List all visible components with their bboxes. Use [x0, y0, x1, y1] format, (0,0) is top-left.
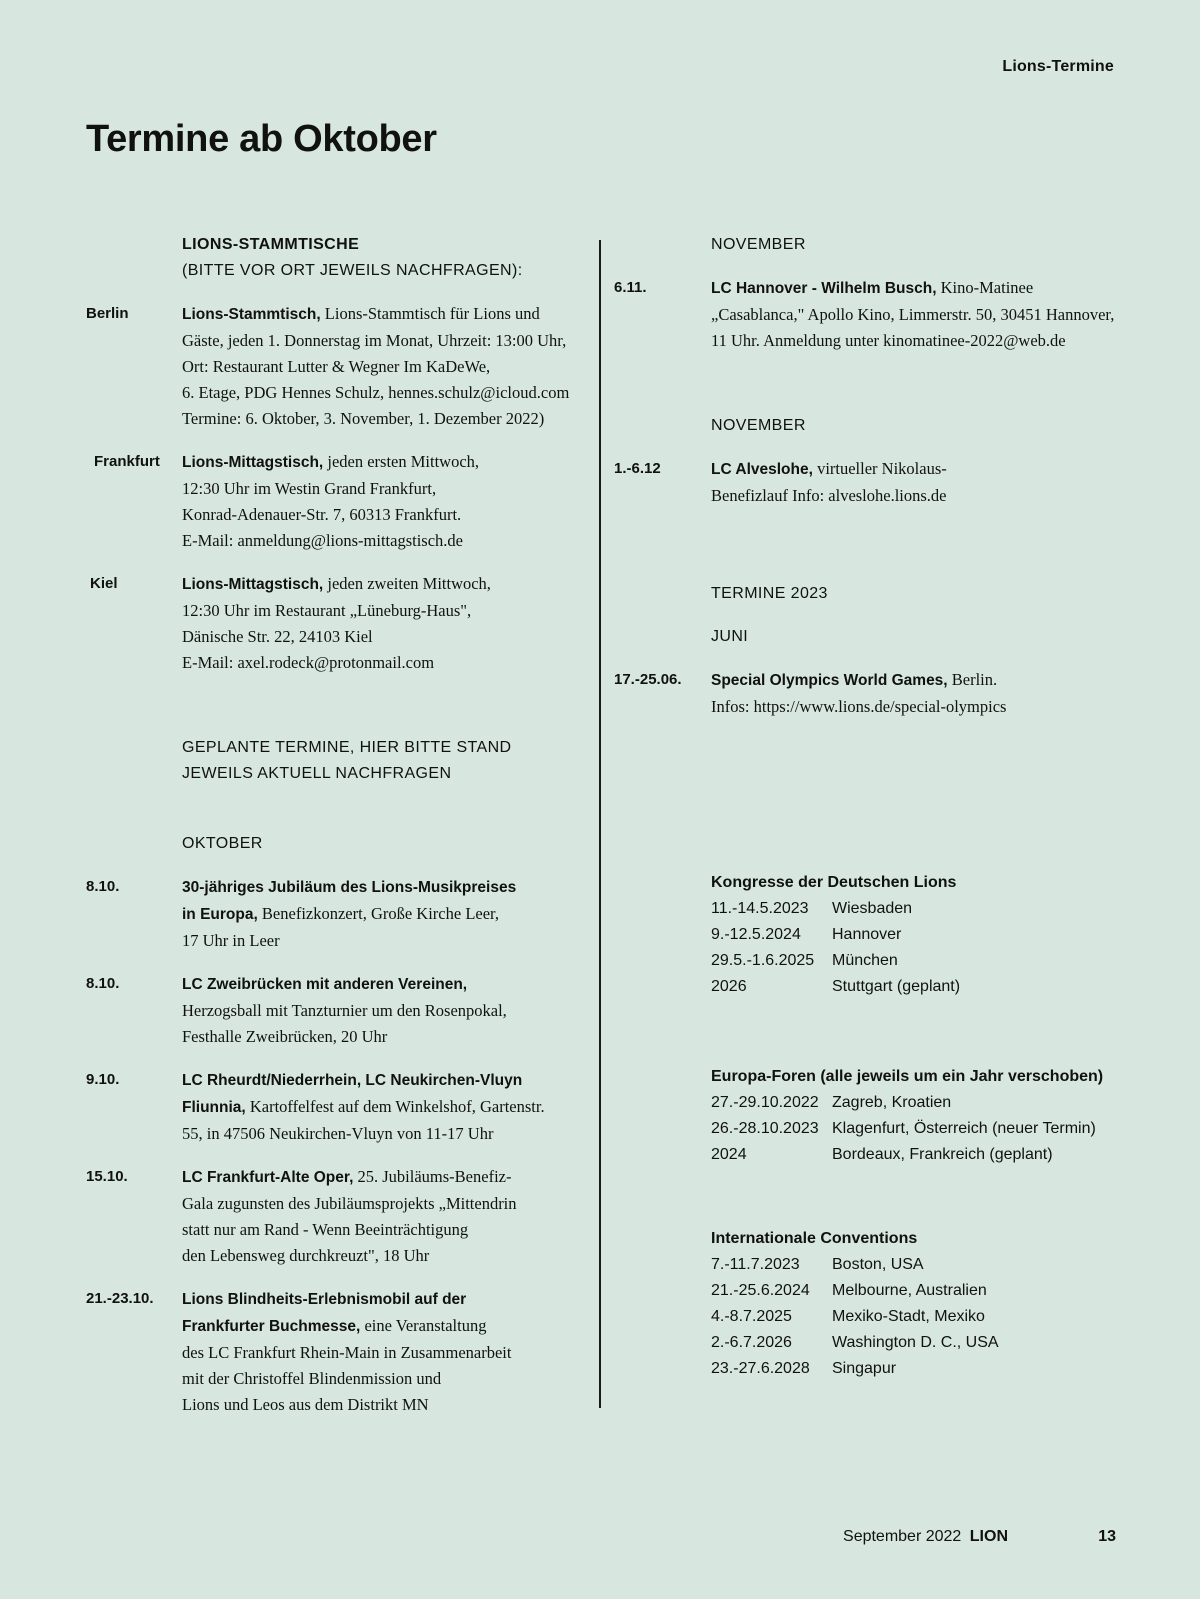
- stammtische-subheading: (BITTE VOR ORT JEWEILS NACHFRAGEN):: [182, 262, 523, 279]
- row-place: Stuttgart (geplant): [832, 978, 961, 995]
- convention-row: [711, 1356, 1134, 1382]
- event-title: LC Zweibrücken mit anderen Vereinen,: [182, 976, 468, 993]
- entry-line: E-Mail: anmeldung@lions-mittagstisch.de: [182, 531, 463, 550]
- event-entry: [86, 971, 586, 1050]
- event-line: mit der Christoffel Blindenmission und: [182, 1369, 442, 1388]
- row-date: 11.-14.5.2023: [711, 900, 809, 917]
- page-title: Termine ab Oktober: [86, 118, 437, 160]
- section-label: Lions-Termine: [1002, 58, 1114, 75]
- entry-bold: Lions-Mittagstisch,: [182, 576, 324, 593]
- row-date: 27.-29.10.2022: [711, 1094, 819, 1111]
- europa-foren-title: Europa-Foren (alle jeweils um ein Jahr verschoben): [711, 1068, 1104, 1085]
- entry-line: jeden ersten Mittwoch,: [327, 452, 480, 471]
- event-date: 17.-25.06.: [614, 671, 682, 688]
- entry-line: 12:30 Uhr im Restaurant „Lüneburg-Haus",: [182, 601, 472, 620]
- row-date: 21.-25.6.2024: [711, 1282, 810, 1299]
- geplant-heading-line1: GEPLANTE TERMINE, HIER BITTE STAND: [182, 739, 512, 756]
- juni-heading: JUNI: [711, 628, 749, 645]
- event-line: Infos: https://www.lions.de/special-olympics: [711, 697, 1007, 716]
- row-place: Zagreb, Kroatien: [832, 1094, 952, 1111]
- event-title: LC Frankfurt-Alte Oper,: [182, 1169, 354, 1186]
- entry-line: E-Mail: axel.rodeck@protonmail.com: [182, 653, 435, 672]
- event-title: LC Alveslohe,: [711, 461, 813, 478]
- row-date: 7.-11.7.2023: [711, 1256, 800, 1273]
- event-date: 1.-6.12: [614, 460, 661, 477]
- event-title: LC Rheurdt/Niederrhein, LC Neukirchen-Vluyn: [182, 1072, 523, 1089]
- row-date: 9.-12.5.2024: [711, 926, 801, 943]
- event-entry: [86, 1286, 586, 1418]
- event-line: 55, in 47506 Neukirchen-Vluyn von 11-17 Uhr: [182, 1124, 494, 1143]
- row-place: Washington D. C., USA: [832, 1334, 999, 1351]
- oktober-heading: OKTOBER: [182, 835, 263, 852]
- page-number: 13: [1098, 1528, 1116, 1545]
- event-title: LC Hannover - Wilhelm Busch,: [711, 280, 937, 297]
- event-line: des LC Frankfurt Rhein-Main in Zusammenarbeit: [182, 1343, 512, 1362]
- footer-issue: [843, 1528, 1008, 1546]
- row-place: Mexiko-Stadt, Mexiko: [832, 1308, 985, 1325]
- stammtische-heading: LIONS-STAMMTISCHE: [182, 236, 360, 253]
- row-date: 4.-8.7.2025: [711, 1308, 792, 1325]
- entry-bold: Lions-Mittagstisch,: [182, 454, 324, 471]
- event-line: Kartoffelfest auf dem Winkelshof, Gartenstr.: [249, 1097, 545, 1116]
- column-divider: [599, 240, 601, 1408]
- entry-bold: Lions-Stammtisch,: [182, 306, 321, 323]
- event-line: Kino-Matinee: [940, 278, 1034, 297]
- kongresse-block: [711, 870, 1134, 1000]
- termine-2023-heading: TERMINE 2023: [711, 585, 828, 602]
- row-place: Singapur: [832, 1360, 897, 1377]
- event-line: „Casablanca," Apollo Kino, Limmerstr. 50, 30451 Hannover,: [711, 305, 1115, 324]
- row-date: 2024: [711, 1146, 747, 1163]
- event-line: Gala zugunsten des Jubiläumsprojekts „Mittendrin: [182, 1194, 517, 1213]
- entry-frankfurt: [86, 449, 586, 554]
- row-date: 2026: [711, 978, 747, 995]
- kongresse-title: Kongresse der Deutschen Lions: [711, 874, 957, 891]
- event-line: Lions und Leos aus dem Distrikt MN: [182, 1395, 429, 1414]
- left-column: [86, 232, 586, 1418]
- row-date: 29.5.-1.6.2025: [711, 952, 815, 969]
- event-line: Benefizlauf Info: alveslohe.lions.de: [711, 486, 947, 505]
- event-line: 25. Jubiläums-Benefiz-: [357, 1167, 512, 1186]
- entry-line: Konrad-Adenauer-Str. 7, 60313 Frankfurt.: [182, 505, 462, 524]
- event-line: virtueller Nikolaus-: [817, 459, 947, 478]
- geplant-heading-line2: JEWEILS AKTUELL NACHFRAGEN: [182, 765, 452, 782]
- november-heading: NOVEMBER: [711, 417, 806, 434]
- event-line: 17 Uhr in Leer: [182, 931, 280, 950]
- conventions-title: Internationale Conventions: [711, 1230, 918, 1247]
- row-date: 2.-6.7.2026: [711, 1334, 792, 1351]
- kongress-row: [711, 974, 1134, 1000]
- event-date: 8.10.: [86, 975, 120, 992]
- entry-label: Frankfurt: [94, 453, 160, 470]
- event-entry: [86, 1164, 586, 1269]
- convention-row: [711, 1304, 1134, 1330]
- event-entry: [86, 874, 586, 954]
- row-place: Boston, USA: [832, 1256, 924, 1273]
- event-title: in Europa,: [182, 906, 258, 923]
- row-date: 23.-27.6.2028: [711, 1360, 810, 1377]
- event-entry: [86, 1067, 586, 1147]
- row-place: München: [832, 952, 898, 969]
- event-entry: [614, 667, 1134, 720]
- convention-row: [711, 1252, 1134, 1278]
- convention-row: [711, 1330, 1134, 1356]
- kongress-row: [711, 948, 1134, 974]
- issue-date: September 2022: [843, 1528, 962, 1545]
- entry-line: Ort: Restaurant Lutter & Wegner Im KaDeWe,: [182, 357, 491, 376]
- event-line: Festhalle Zweibrücken, 20 Uhr: [182, 1027, 388, 1046]
- event-date: 15.10.: [86, 1168, 128, 1185]
- magazine-name: LION: [969, 1528, 1008, 1545]
- kongress-row: [711, 922, 1134, 948]
- entry-line: 12:30 Uhr im Westin Grand Frankfurt,: [182, 479, 437, 498]
- event-line: Herzogsball mit Tanzturnier um den Rosenpokal,: [182, 1001, 507, 1020]
- europa-row: [711, 1116, 1134, 1142]
- event-line: den Lebensweg durchkreuzt", 18 Uhr: [182, 1246, 430, 1265]
- event-date: 8.10.: [86, 878, 120, 895]
- entry-line: Termine: 6. Oktober, 3. November, 1. Dezember 2022): [182, 409, 545, 428]
- entry-line: Dänische Str. 22, 24103 Kiel: [182, 627, 373, 646]
- event-line: Berlin.: [951, 670, 998, 689]
- right-column: [614, 232, 1134, 1382]
- conventions-block: [711, 1226, 1134, 1382]
- row-place: Wiesbaden: [832, 900, 913, 917]
- row-place: Bordeaux, Frankreich (geplant): [832, 1146, 1053, 1163]
- event-date: 21.-23.10.: [86, 1290, 154, 1307]
- november-heading: NOVEMBER: [711, 236, 806, 253]
- entry-berlin: [86, 301, 586, 432]
- entry-line: jeden zweiten Mittwoch,: [327, 574, 491, 593]
- event-line: 11 Uhr. Anmeldung unter kinomatinee-2022@web.de: [711, 331, 1066, 350]
- event-title: Lions Blindheits-Erlebnismobil auf der: [182, 1291, 467, 1308]
- entry-line: 6. Etage, PDG Hennes Schulz, hennes.schulz@icloud.com: [182, 383, 570, 402]
- europa-row: [711, 1090, 1134, 1116]
- kongress-row: [711, 896, 1134, 922]
- entry-label: Kiel: [90, 575, 118, 592]
- event-title: Special Olympics World Games,: [711, 672, 948, 689]
- row-date: 26.-28.10.2023: [711, 1120, 819, 1137]
- event-line: Benefizkonzert, Große Kirche Leer,: [261, 904, 500, 923]
- event-title: Fliunnia,: [182, 1099, 246, 1116]
- row-place: Hannover: [832, 926, 902, 943]
- event-entry: [614, 456, 1134, 509]
- event-date: 9.10.: [86, 1071, 120, 1088]
- row-place: Melbourne, Australien: [832, 1282, 987, 1299]
- entry-kiel: [86, 571, 586, 676]
- row-place: Klagenfurt, Österreich (neuer Termin): [832, 1120, 1096, 1137]
- event-entry: [614, 275, 1134, 354]
- event-title: Frankfurter Buchmesse,: [182, 1318, 361, 1335]
- entry-label: Berlin: [86, 305, 129, 322]
- convention-row: [711, 1278, 1134, 1304]
- event-line: eine Veranstaltung: [364, 1316, 487, 1335]
- event-date: 6.11.: [614, 279, 647, 296]
- event-line: statt nur am Rand - Wenn Beeinträchtigung: [182, 1220, 469, 1239]
- entry-line: Gäste, jeden 1. Donnerstag im Monat, Uhrzeit: 13:00 Uhr,: [182, 331, 567, 350]
- entry-line: Lions-Stammtisch für Lions und: [324, 304, 540, 323]
- event-title: 30-jähriges Jubiläum des Lions-Musikpreises: [182, 879, 517, 896]
- europa-foren-block: [711, 1064, 1134, 1168]
- europa-row: [711, 1142, 1134, 1168]
